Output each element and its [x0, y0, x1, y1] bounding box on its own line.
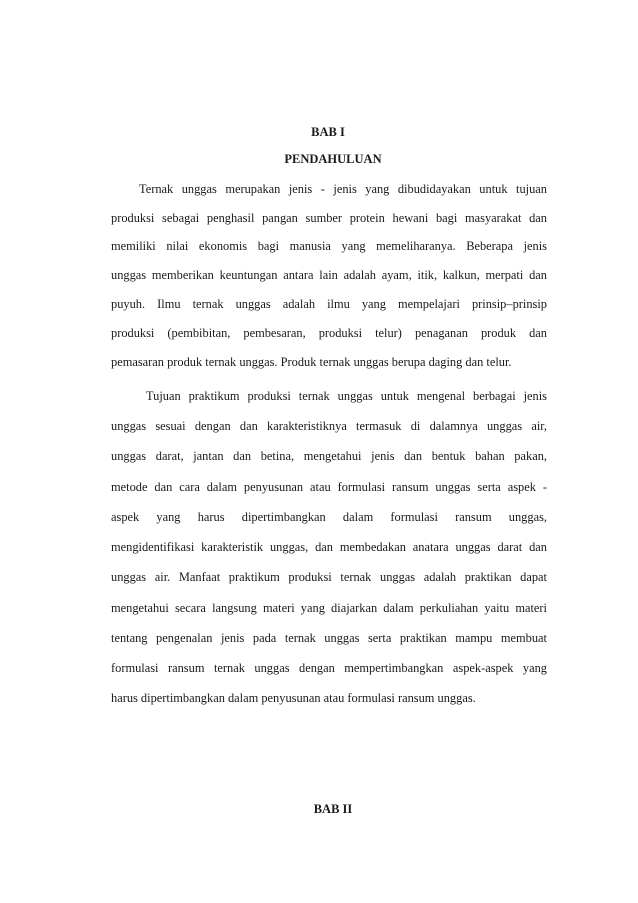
paragraph-line: memiliki nilai ekonomis bagi manusia yang memeliharanya. Beberapa jenis: [111, 239, 547, 253]
paragraph-line: Ternak unggas merupakan jenis - jenis yang dibudidayakan untuk tujuan: [139, 182, 547, 196]
paragraph-line: puyuh. Ilmu ternak unggas adalah ilmu yang mempelajari prinsip–prinsip: [111, 297, 547, 311]
chapter-title: PENDAHULUAN: [284, 152, 382, 166]
paragraph-line: unggas air. Manfaat praktikum produksi ternak unggas adalah praktikan dapat: [111, 570, 547, 584]
paragraph-line: Tujuan praktikum produksi ternak unggas untuk mengenal berbagai jenis: [146, 389, 547, 403]
paragraph-line: unggas darat, jantan dan betina, mengetahui jenis dan bentuk bahan pakan,: [111, 449, 547, 463]
paragraph-line: mengidentifikasi karakteristik unggas, dan membedakan anatara unggas darat dan: [111, 540, 547, 554]
paragraph-line: produksi (pembibitan, pembesaran, produksi telur) penaganan produk dan: [111, 326, 547, 340]
paragraph-line: harus dipertimbangkan dalam penyusunan atau formulasi ransum unggas.: [111, 691, 476, 705]
chapter-heading: BAB II: [313, 802, 353, 816]
paragraph-line: unggas memberikan keuntungan antara lain adalah ayam, itik, kalkun, merpati dan: [111, 268, 547, 282]
paragraph-line: produksi sebagai penghasil pangan sumber protein hewani bagi masyarakat dan: [111, 211, 547, 225]
paragraph-line: metode dan cara dalam penyusunan atau formulasi ransum unggas serta aspek -: [111, 480, 547, 494]
paragraph-line: formulasi ransum ternak unggas dengan mempertimbangkan aspek-aspek yang: [111, 661, 547, 675]
paragraph-line: pemasaran produk ternak unggas. Produk ternak unggas berupa daging dan telur.: [111, 355, 512, 369]
paragraph-line: tentang pengenalan jenis pada ternak unggas serta praktikan mampu membuat: [111, 631, 547, 645]
paragraph-line: unggas sesuai dengan dan karakteristiknya termasuk di dalamnya unggas air,: [111, 419, 547, 433]
chapter-heading: BAB I: [311, 125, 345, 139]
paragraph-line: aspek yang harus dipertimbangkan dalam formulasi ransum unggas,: [111, 510, 547, 524]
paragraph-line: mengetahui secara langsung materi yang diajarkan dalam perkuliahan yaitu materi: [111, 601, 547, 615]
